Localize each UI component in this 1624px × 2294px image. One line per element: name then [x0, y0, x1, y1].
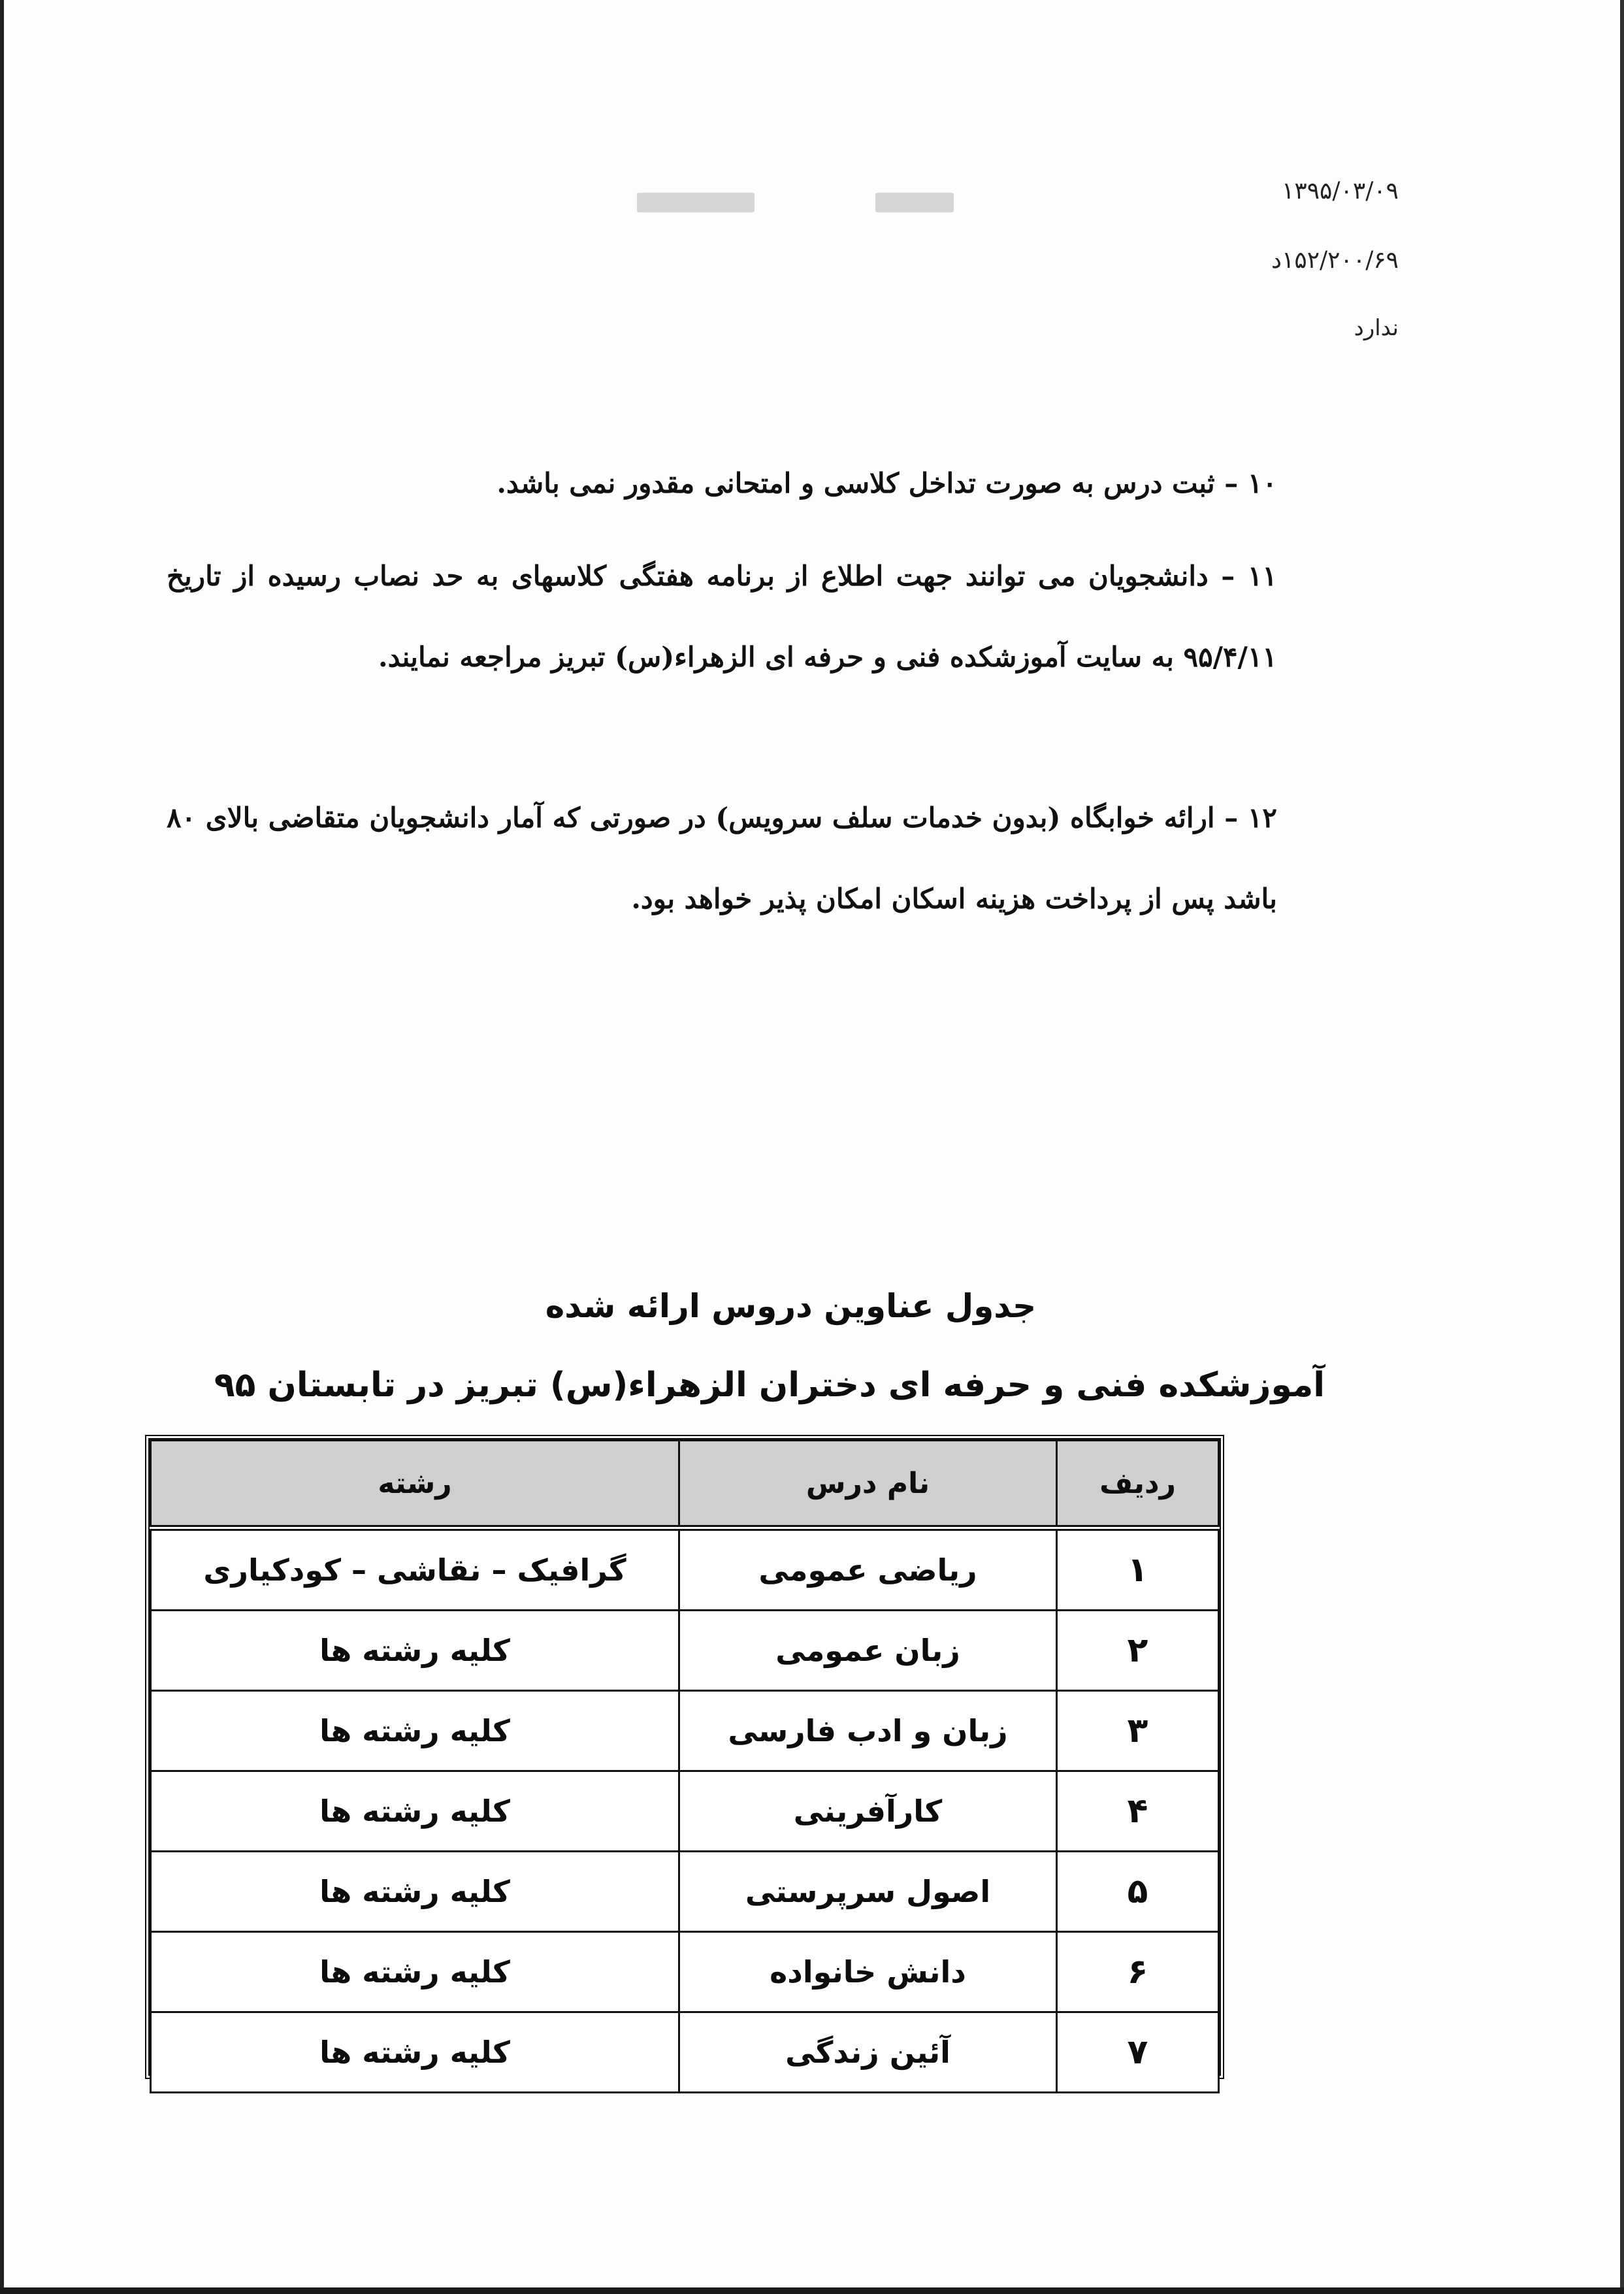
course-field: کلیه رشته ها	[151, 1691, 679, 1771]
course-name: ریاضی عمومی	[679, 1528, 1057, 1611]
paragraph-item-12: ۱۲ – ارائه خوابگاه (بدون خدمات سلف سرویس) در صورتی که آمار دانشجویان متقاضی بالای ۸۰ باشد پس از پرداخت هزینه اسکان امکان پذیر خواهد بود.	[167, 802, 1277, 915]
table-subtitle: آموزشکده فنی و حرفه ای دختران الزهراء(س) تبریز در تابستان ۹۵	[214, 1366, 1325, 1405]
paragraph-item-11: ۱۱ – دانشجویان می توانند جهت اطلاع از برنامه هفتگی کلاسهای به حد نصاب رسیده از تاریخ ۹۵/۴/۱۱ به سایت آموزشکده فنی و حرفه ای الزهراء(س) تبریز مراجعه نمایند.	[167, 560, 1277, 673]
table-row	[151, 1852, 1219, 1932]
row-number: ۵	[1057, 1852, 1219, 1932]
table-row	[151, 1932, 1219, 2012]
course-name: کارآفرینی	[679, 1771, 1057, 1852]
course-field: کلیه رشته ها	[151, 1771, 679, 1852]
table-row	[151, 1771, 1219, 1852]
row-number: ۱	[1057, 1528, 1219, 1611]
table-header-row	[151, 1441, 1219, 1528]
row-number: ۷	[1057, 2012, 1219, 2093]
table-row	[151, 1691, 1219, 1771]
course-field: کلیه رشته ها	[151, 1852, 679, 1932]
paragraph-item-10: ۱۰ – ثبت درس به صورت تداخل کلاسی و امتحانی مقدور نمی باشد.	[496, 467, 1277, 499]
row-number: ۲	[1057, 1611, 1219, 1691]
letter-date: ۱۳۹۵/۰۳/۰۹	[1282, 178, 1399, 205]
course-name: دانش خانواده	[679, 1932, 1057, 2012]
header-course-name: نام درس	[679, 1441, 1057, 1528]
faded-header-mark	[875, 193, 954, 212]
scan-border-right	[1620, 0, 1624, 2294]
table-row	[151, 2012, 1219, 2093]
table-row	[151, 1528, 1219, 1611]
course-name: آئین زندگی	[679, 2012, 1057, 2093]
faded-header-mark	[637, 193, 755, 212]
table-title: جدول عناوین دروس ارائه شده	[545, 1287, 1037, 1325]
course-name: زبان و ادب فارسی	[679, 1691, 1057, 1771]
table-row	[151, 1611, 1219, 1691]
course-field: کلیه رشته ها	[151, 1611, 679, 1691]
letter-attachment: ندارد	[1354, 315, 1399, 341]
row-number: ۳	[1057, 1691, 1219, 1771]
course-name: اصول سرپرستی	[679, 1852, 1057, 1932]
header-field: رشته	[151, 1441, 679, 1528]
course-field: کلیه رشته ها	[151, 1932, 679, 2012]
courses-table	[145, 1435, 1224, 2079]
letter-number: ۱۵۲/۲۰۰/۶۹د	[1271, 247, 1399, 274]
row-number: ۶	[1057, 1932, 1219, 2012]
scan-border-left	[0, 0, 4, 2294]
row-number: ۴	[1057, 1771, 1219, 1852]
course-field: کلیه رشته ها	[151, 2012, 679, 2093]
course-name: زبان عمومی	[679, 1611, 1057, 1691]
course-field: گرافیک – نقاشی – کودکیاری	[151, 1528, 679, 1611]
scan-border-bottom	[0, 2287, 1624, 2294]
header-row-number: ردیف	[1057, 1441, 1219, 1528]
